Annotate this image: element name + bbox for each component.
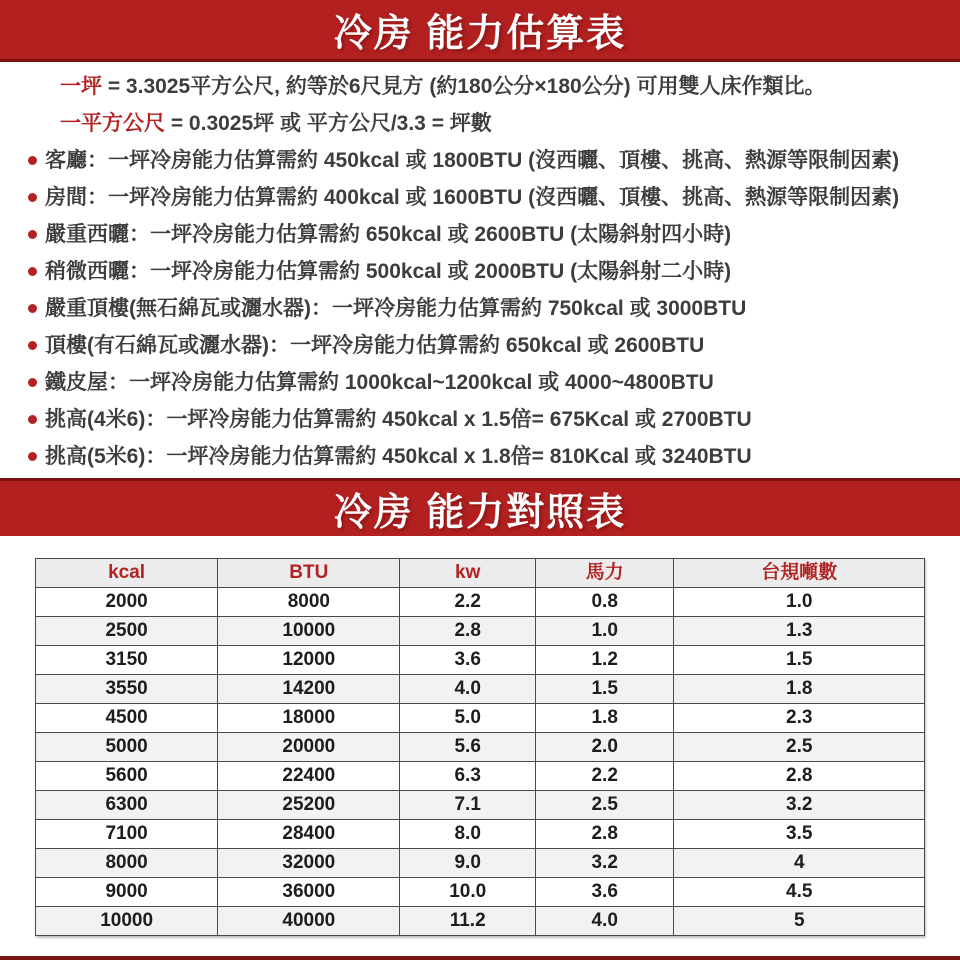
bullet-text: 挑高(5米6)：一坪冷房能力估算需約 450kcal x 1.8倍= 810Kcal 或 3240BTU: [45, 445, 752, 468]
table-cell: 7.1: [400, 791, 535, 820]
capacity-comparison-table: [35, 558, 925, 936]
bullet-text: 嚴重西曬：一坪冷房能力估算需約 650kcal 或 2600BTU (太陽斜射四小時): [45, 223, 732, 246]
intro-text: = 3.3025平方公尺, 約等於6尺見方 (約180公分×180公分) 可用雙人床作類比。: [102, 75, 826, 98]
bullet-dot-icon: [28, 193, 37, 202]
bullet-dot-icon: [28, 452, 37, 461]
table-cell: 4500: [36, 704, 218, 733]
table-cell: 2000: [36, 588, 218, 617]
table-cell: 0.8: [535, 588, 674, 617]
table-row: [36, 675, 925, 704]
table-cell: 6300: [36, 791, 218, 820]
table-cell: 2.0: [535, 733, 674, 762]
bullet-text: 頂樓(有石綿瓦或灑水器)：一坪冷房能力估算需約 650kcal 或 2600BTU: [45, 334, 705, 357]
table-row: [36, 704, 925, 733]
table-cell: 3.2: [535, 849, 674, 878]
table-cell: 9.0: [400, 849, 535, 878]
intro-term: 一坪: [60, 75, 102, 98]
table-cell: 4.5: [674, 878, 925, 907]
bullet-text: 客廳：一坪冷房能力估算需約 450kcal 或 1800BTU (沒西曬、頂樓、挑高、熱源等限制因素): [45, 149, 900, 172]
table-cell: 1.3: [674, 617, 925, 646]
bullet-item: [28, 364, 946, 401]
table-cell: 1.8: [674, 675, 925, 704]
table-header-cell: kw: [400, 559, 535, 588]
intro-line-ping: [28, 68, 946, 105]
comparison-title: 冷房 能力對照表: [333, 492, 627, 534]
table-cell: 11.2: [400, 907, 535, 936]
bottom-red-strip: [0, 956, 960, 960]
table-cell: 5.0: [400, 704, 535, 733]
table-row: [36, 820, 925, 849]
table-cell: 2.5: [674, 733, 925, 762]
table-cell: 5.6: [400, 733, 535, 762]
table-cell: 2500: [36, 617, 218, 646]
table-cell: 36000: [218, 878, 400, 907]
table-row: [36, 791, 925, 820]
table-cell: 10000: [218, 617, 400, 646]
bullet-item: [28, 179, 946, 216]
table-row: [36, 849, 925, 878]
table-cell: 22400: [218, 762, 400, 791]
bullet-item: [28, 438, 946, 475]
bullet-dot-icon: [28, 267, 37, 276]
table-row: [36, 878, 925, 907]
table-cell: 2.2: [400, 588, 535, 617]
bullet-text: 挑高(4米6)：一坪冷房能力估算需約 450kcal x 1.5倍= 675Kcal 或 2700BTU: [45, 408, 752, 431]
table-cell: 8.0: [400, 820, 535, 849]
table-cell: 4: [674, 849, 925, 878]
estimation-title-banner: [0, 0, 960, 62]
table-cell: 2.8: [674, 762, 925, 791]
table-cell: 2.8: [535, 820, 674, 849]
table-cell: 1.0: [674, 588, 925, 617]
table-row: [36, 559, 925, 588]
table-cell: 4.0: [535, 907, 674, 936]
table-cell: 2.3: [674, 704, 925, 733]
intro-text: = 0.3025坪 或 平方公尺/3.3 = 坪數: [165, 112, 492, 135]
table-cell: 10.0: [400, 878, 535, 907]
table-cell: 14200: [218, 675, 400, 704]
bullet-text: 嚴重頂樓(無石綿瓦或灑水器)：一坪冷房能力估算需約 750kcal 或 3000BTU: [45, 297, 747, 320]
table-cell: 3.2: [674, 791, 925, 820]
table-cell: 2.5: [535, 791, 674, 820]
table-row: [36, 646, 925, 675]
intro-line-sqm: [28, 105, 946, 142]
table-cell: 3150: [36, 646, 218, 675]
table-header-cell: BTU: [218, 559, 400, 588]
table-cell: 12000: [218, 646, 400, 675]
bullet-text: 房間：一坪冷房能力估算需約 400kcal 或 1600BTU (沒西曬、頂樓、挑高、熱源等限制因素): [45, 186, 900, 209]
bullet-dot-icon: [28, 230, 37, 239]
table-row: [36, 588, 925, 617]
table-cell: 2.8: [400, 617, 535, 646]
table-cell: 9000: [36, 878, 218, 907]
table-cell: 1.8: [535, 704, 674, 733]
table-cell: 1.5: [535, 675, 674, 704]
bullet-item: [28, 290, 946, 327]
table-cell: 4.0: [400, 675, 535, 704]
bullet-dot-icon: [28, 415, 37, 424]
bullet-text: 稍微西曬：一坪冷房能力估算需約 500kcal 或 2000BTU (太陽斜射二小時): [45, 260, 732, 283]
table-cell: 1.0: [535, 617, 674, 646]
table-cell: 18000: [218, 704, 400, 733]
table-row: [36, 733, 925, 762]
bullet-item: [28, 216, 946, 253]
table-cell: 3.6: [400, 646, 535, 675]
table-row: [36, 762, 925, 791]
table-cell: 2.2: [535, 762, 674, 791]
table-cell: 7100: [36, 820, 218, 849]
bullet-item: [28, 142, 946, 179]
table-cell: 3.5: [674, 820, 925, 849]
table-cell: 3550: [36, 675, 218, 704]
table-header-cell: 台規噸數: [674, 559, 925, 588]
estimation-bullet-list: [28, 142, 946, 475]
table-cell: 8000: [218, 588, 400, 617]
table-cell: 5600: [36, 762, 218, 791]
table-cell: 1.2: [535, 646, 674, 675]
estimation-panel: [0, 62, 960, 478]
table-cell: 1.5: [674, 646, 925, 675]
bullet-item: [28, 253, 946, 290]
estimation-title: 冷房 能力估算表: [333, 13, 627, 55]
table-cell: 10000: [36, 907, 218, 936]
table-cell: 40000: [218, 907, 400, 936]
table-row: [36, 907, 925, 936]
table-cell: 5: [674, 907, 925, 936]
table-cell: 32000: [218, 849, 400, 878]
bullet-dot-icon: [28, 341, 37, 350]
bullet-dot-icon: [28, 378, 37, 387]
bullet-text: 鐵皮屋：一坪冷房能力估算需約 1000kcal~1200kcal 或 4000~4800BTU: [45, 371, 714, 394]
bullet-item: [28, 401, 946, 438]
bullet-dot-icon: [28, 156, 37, 165]
comparison-title-banner: [0, 478, 960, 536]
table-cell: 28400: [218, 820, 400, 849]
table-cell: 8000: [36, 849, 218, 878]
table-header-row: [36, 559, 925, 588]
table-cell: 25200: [218, 791, 400, 820]
bullet-dot-icon: [28, 304, 37, 313]
table-cell: 5000: [36, 733, 218, 762]
table-row: [36, 617, 925, 646]
table-header-cell: kcal: [36, 559, 218, 588]
table-cell: 20000: [218, 733, 400, 762]
table-cell: 3.6: [535, 878, 674, 907]
bullet-item: [28, 327, 946, 364]
intro-term: 一平方公尺: [60, 112, 165, 135]
table-header-cell: 馬力: [535, 559, 674, 588]
table-cell: 6.3: [400, 762, 535, 791]
